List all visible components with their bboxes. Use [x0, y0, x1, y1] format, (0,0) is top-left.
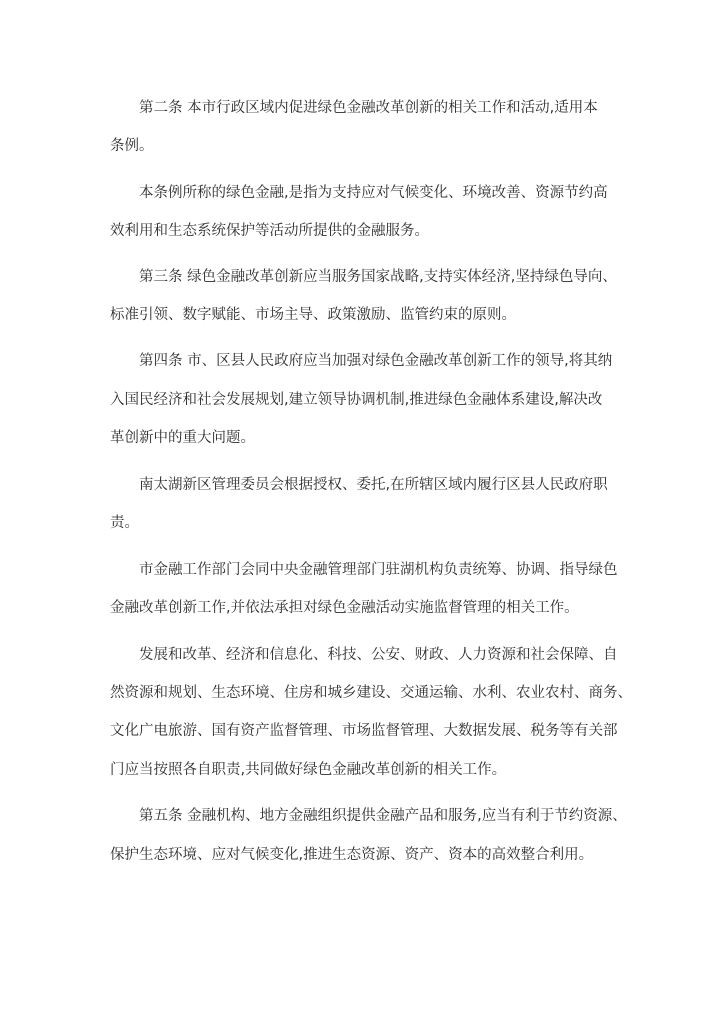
article-3-line-1: 第三条 绿色金融改革创新应当服务国家战略,支持实体经济,坚持绿色导向、 — [139, 269, 617, 285]
finance-dept-paragraph-line-2: 金融改革创新工作,并依法承担对绿色金融活动实施监督管理的相关工作。 — [110, 600, 579, 616]
finance-dept-paragraph-line-1: 市金融工作部门会同中央金融管理部门驻湖机构负责统筹、协调、指导绿色 — [139, 562, 618, 578]
article-4-line-1: 第四条 市、区县人民政府应当加强对绿色金融改革创新工作的领导,将其纳 — [139, 353, 613, 369]
article-4-line-2: 入国民经济和社会发展规划,建立领导协调机制,推进绿色金融体系建设,解决改 — [110, 392, 603, 408]
article-4-line-3: 革创新中的重大问题。 — [110, 430, 255, 446]
departments-paragraph-line-4: 门应当按照各自职责,共同做好绿色金融改革创新的相关工作。 — [110, 762, 507, 778]
article-5-line-1: 第五条 金融机构、地方金融组织提供金融产品和服务,应当有利于节约资源、 — [139, 808, 627, 824]
green-finance-definition-line-2: 效利用和生态系统保护等活动所提供的金融服务。 — [110, 223, 429, 239]
south-taihu-paragraph-line-1: 南太湖新区管理委员会根据授权、委托,在所辖区域内履行区县人民政府职 — [139, 477, 608, 493]
departments-paragraph-line-2: 然资源和规划、生态环境、住房和城乡建设、交通运输、水利、农业农村、商务、 — [110, 685, 632, 701]
article-5-line-2: 保护生态环境、应对气候变化,推进生态资源、资产、资本的高效整合利用。 — [110, 847, 594, 863]
article-2-line-1: 第二条 本市行政区域内促进绿色金融改革创新的相关工作和活动,适用本 — [139, 100, 598, 116]
green-finance-definition-line-1: 本条例所称的绿色金融,是指为支持应对气候变化、环境改善、资源节约高 — [139, 185, 608, 201]
south-taihu-paragraph-line-2: 责。 — [110, 515, 139, 531]
article-3-line-2: 标准引领、数字赋能、市场主导、政策激励、监管约束的原则。 — [110, 307, 516, 323]
departments-paragraph-line-1: 发展和改革、经济和信息化、科技、公安、财政、人力资源和社会保障、自 — [139, 647, 618, 663]
article-2-line-2: 条例。 — [110, 138, 154, 154]
departments-paragraph-line-3: 文化广电旅游、国有资产监督管理、市场监督管理、大数据发展、税务等有关部 — [110, 723, 618, 739]
